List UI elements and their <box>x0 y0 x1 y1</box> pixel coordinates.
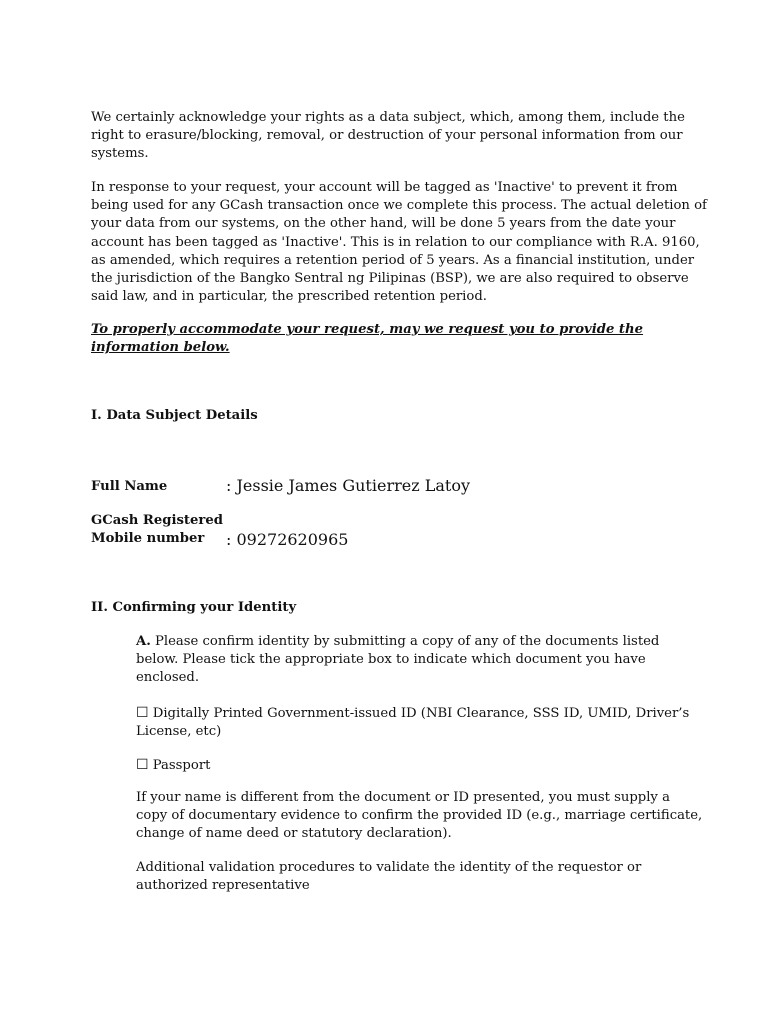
mobile-label <box>91 512 223 548</box>
full-name-value: : Jessie James Gutierrez Latoy <box>226 476 470 495</box>
text-line: your data from our systems, on the other hand, will be done 5 years from the date your <box>91 216 676 232</box>
text-line: below. Please tick the appropriate box to indicate which document you have <box>136 652 646 668</box>
additional-validation-note <box>136 859 641 895</box>
text-line: systems. <box>91 146 149 162</box>
text-line: Additional validation procedures to validate the identity of the requestor or <box>136 860 642 875</box>
text-line: Please confirm identity by submitting a copy of any of the documents listed <box>150 634 660 649</box>
section-heading-identity: II. Confirming your Identity <box>91 600 297 615</box>
text-line: right to erasure/blocking, removal, or destruction of your personal information from our <box>91 128 683 144</box>
mobile-label-line: GCash Registered <box>91 513 223 528</box>
mobile-label-line: Mobile number <box>91 531 205 547</box>
option-government-id <box>136 704 689 741</box>
name-difference-note <box>136 789 702 844</box>
option-label: Passport <box>148 758 211 773</box>
text-line: If your name is different from the document or ID presented, you must supply a <box>136 790 670 805</box>
text-line: copy of documentary evidence to confirm the provided ID (e.g., marriage certificate, <box>136 808 703 824</box>
checkbox-icon[interactable]: ☐ <box>136 705 149 721</box>
text-line: enclosed. <box>136 670 200 686</box>
instruction-a <box>136 633 659 688</box>
text-line: authorized representative <box>136 878 310 894</box>
text-line: We certainly acknowledge your rights as a data subject, which, among them, include the <box>91 110 685 125</box>
section-heading-data-subject: I. Data Subject Details <box>91 408 258 423</box>
text-line: the jurisdiction of the Bangko Sentral ng Pilipinas (BSP), we are also required to observe <box>91 271 689 287</box>
checkbox-icon[interactable]: ☐ <box>136 757 149 773</box>
text-line: account has been tagged as 'Inactive'. This is in relation to our compliance with R.A. 9160, <box>91 234 700 250</box>
request-statement <box>91 321 643 357</box>
text-line: as amended, which requires a retention period of 5 years. As a financial institution, under <box>91 252 695 268</box>
text-line: information below. <box>91 340 230 356</box>
text-line: In response to your request, your account will be tagged as 'Inactive' to prevent it from <box>91 180 678 195</box>
mobile-number-value: : 09272620965 <box>226 530 349 549</box>
text-line: change of name deed or statutory declaration). <box>136 826 452 842</box>
option-label: License, etc) <box>136 724 222 740</box>
text-line: To properly accommodate your request, may we request you to provide the <box>91 322 643 337</box>
full-name-label: Full Name <box>91 479 168 494</box>
item-marker: A. <box>136 634 151 649</box>
intro-paragraph-rights <box>91 109 685 164</box>
option-passport <box>136 756 210 775</box>
text-line: being used for any GCash transaction once we complete this process. The actual deletion of <box>91 198 707 214</box>
text-line: said law, and in particular, the prescribed retention period. <box>91 289 487 305</box>
option-label: Digitally Printed Government-issued ID (NBI Clearance, SSS ID, UMID, Driver’s <box>148 706 690 721</box>
intro-paragraph-retention <box>91 179 707 306</box>
